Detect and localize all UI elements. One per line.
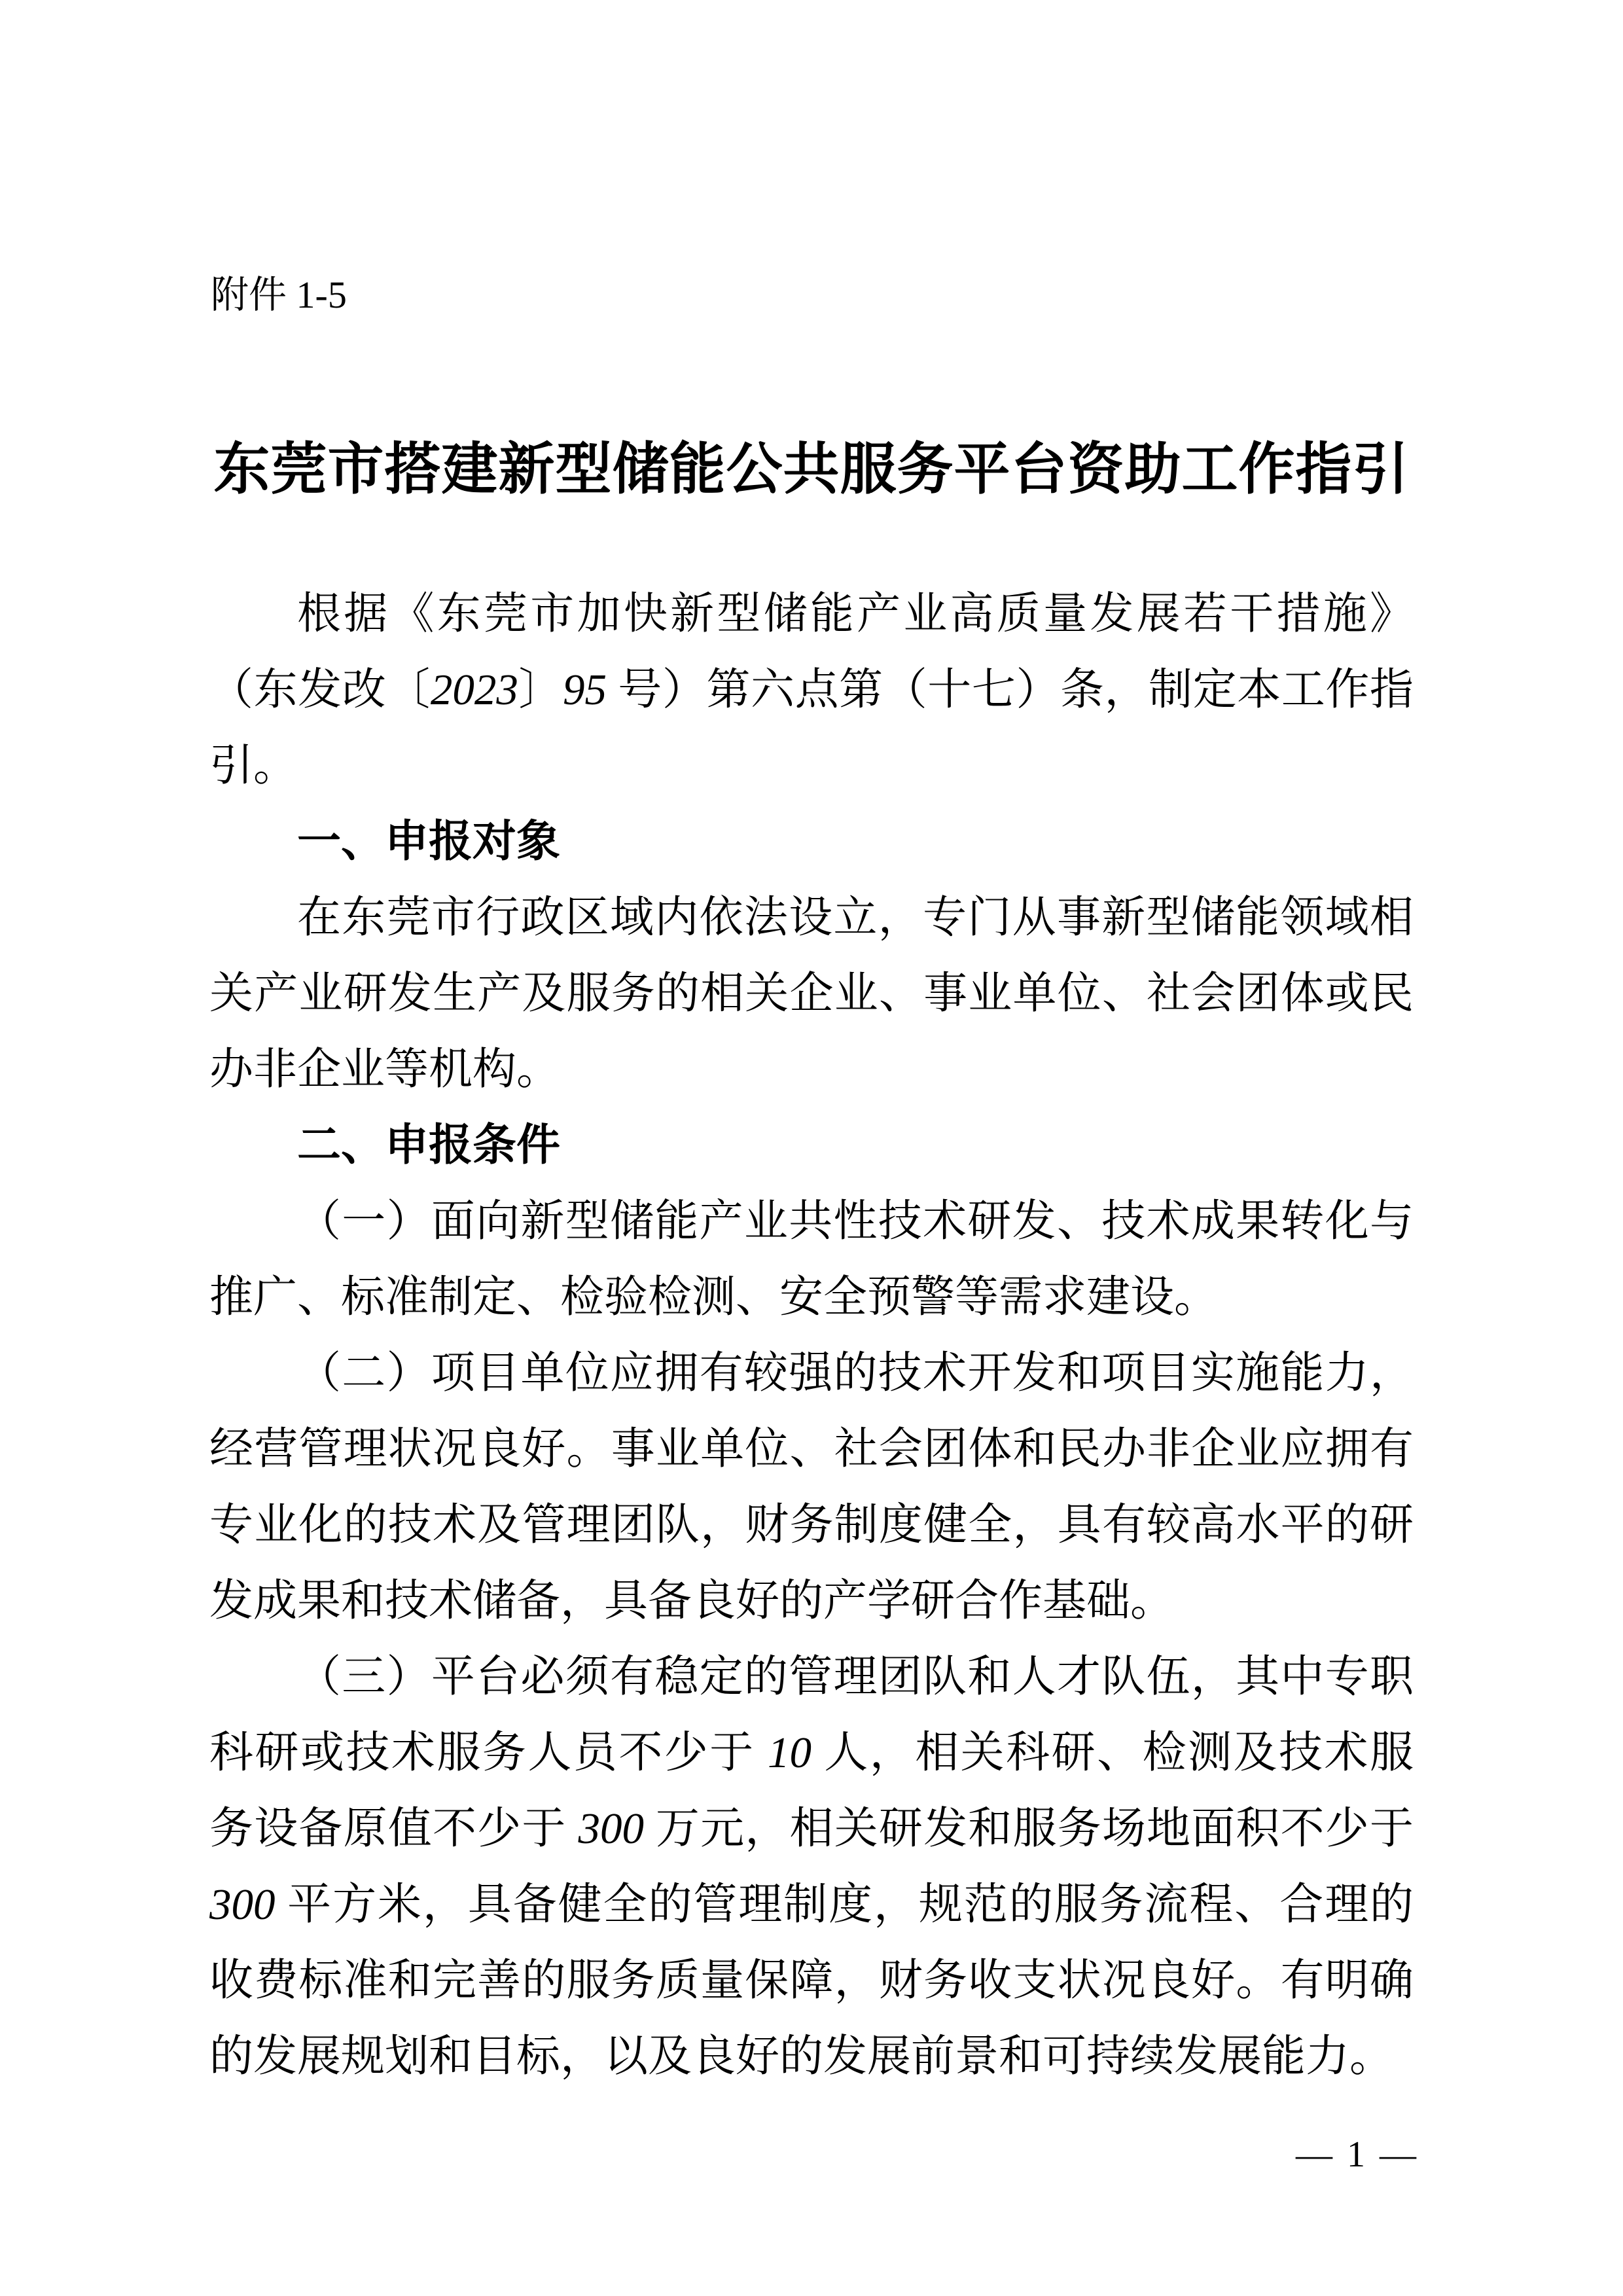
section1-paragraph-1: 在东莞市行政区域内依法设立，专门从事新型储能领域相关产业研发生产及服务的相关企业、事业单位、社会团体或民办非企业等机构。 [209,893,1414,1094]
section-heading-application-target: 一、申报对象 [297,817,560,866]
intro-paragraph: 根据《东莞市加快新型储能产业高质量发展若干措施》（东发改〔2023〕95 号）第六点第（十七）条，制定本工作指引。 [209,590,1414,790]
section-heading-application-conditions: 二、申报条件 [297,1121,560,1170]
section2-paragraph-3: （三）平台必须有稳定的管理团队和人才队伍，其中专职科研或技术服务人员不少于 10 人，相关科研、检测及技术服务设备原值不少于 300 万元，相关研发和服务场地面积不少于 300 平方米，具备健全的管理制度，规范的服务流程、合理的收费标准和完善的服务质量保障，财务收支状况良好。有明确的发展规划和目标，以及良好的发展前景和可持续发展能力。 [209,1653,1414,2081]
attachment-label: 附件 1-5 [211,274,347,316]
section2-paragraph-2: （二）项目单位应拥有较强的技术开发和项目实施能力，经营管理状况良好。事业单位、社会团体和民办非企业应拥有专业化的技术及管理团队，财务制度健全，具有较高水平的研发成果和技术储备，具备良好的产学研合作基础。 [209,1349,1414,1625]
document-title: 东莞市搭建新型储能公共服务平台资助工作指引 [213,437,1410,501]
page-number: — 1 — [1296,2134,1419,2175]
document-body [209,576,1414,2094]
section2-paragraph-1: （一）面向新型储能产业共性技术研发、技术成果转化与推广、标准制定、检验检测、安全预警等需求建设。 [209,1197,1414,1321]
